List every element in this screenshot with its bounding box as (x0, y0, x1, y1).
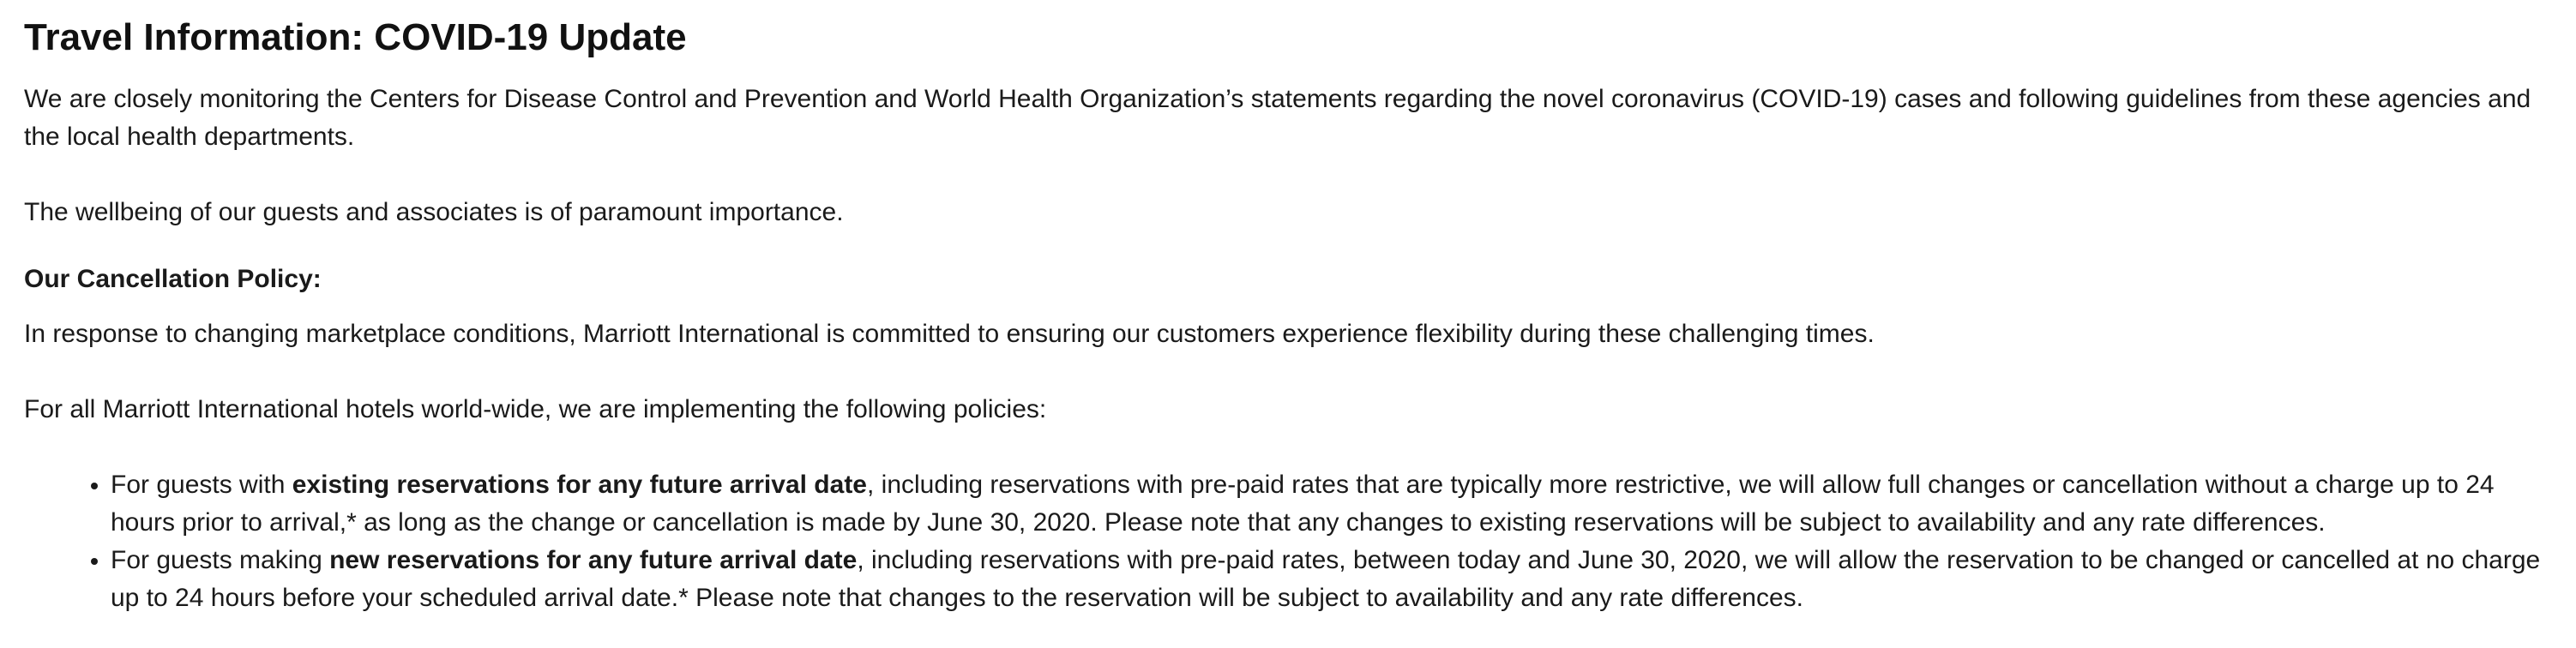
wellbeing-paragraph: The wellbeing of our guests and associates is of paramount importance. (24, 198, 844, 226)
policy-item-existing-reservations (111, 466, 2552, 542)
policy-item-emphasis: new reservations for any future arrival date (329, 546, 858, 574)
page-title: Travel Information: COVID-19 Update (24, 16, 687, 58)
policy-item-text: , including reservations with pre-paid rates that are typically more restrictive, we will allow full changes or cancellation without a charge up to 24 hours prior to arrival,* as long as the change or cancellation is made by June 30, 2020. Please note that any changes to existing reservations will be subject to availability and any rate differences. (111, 471, 2495, 537)
intro-paragraph: We are closely monitoring the Centers for Disease Control and Prevention and World Health Organization’s statements regarding the novel coronavirus (COVID-19) cases and following guidelines from these agencies and the local health departments. (24, 85, 2531, 151)
policy-item-text: For guests with (111, 471, 292, 499)
policy-item-text: For guests making (111, 546, 330, 574)
policy-item-emphasis: existing reservations for any future arrival date (292, 471, 867, 499)
policy-item-text: , including reservations with pre-paid rates, between today and June 30, 2020, we will allow the reservation to be changed or cancelled at no charge up to 24 hours before your scheduled arrival date.* Please note that changes to the reservation will be subject to availability and any rate differences. (111, 546, 2541, 612)
policy-item-new-reservations (111, 542, 2552, 617)
policy-list (24, 466, 2552, 617)
cancellation-policy-heading: Our Cancellation Policy: (24, 265, 322, 293)
policies-intro-paragraph: For all Marriott International hotels world-wide, we are implementing the following policies: (24, 395, 1047, 423)
response-paragraph: In response to changing marketplace conditions, Marriott International is committed to ensuring our customers experience flexibility during these challenging times. (24, 320, 1875, 348)
